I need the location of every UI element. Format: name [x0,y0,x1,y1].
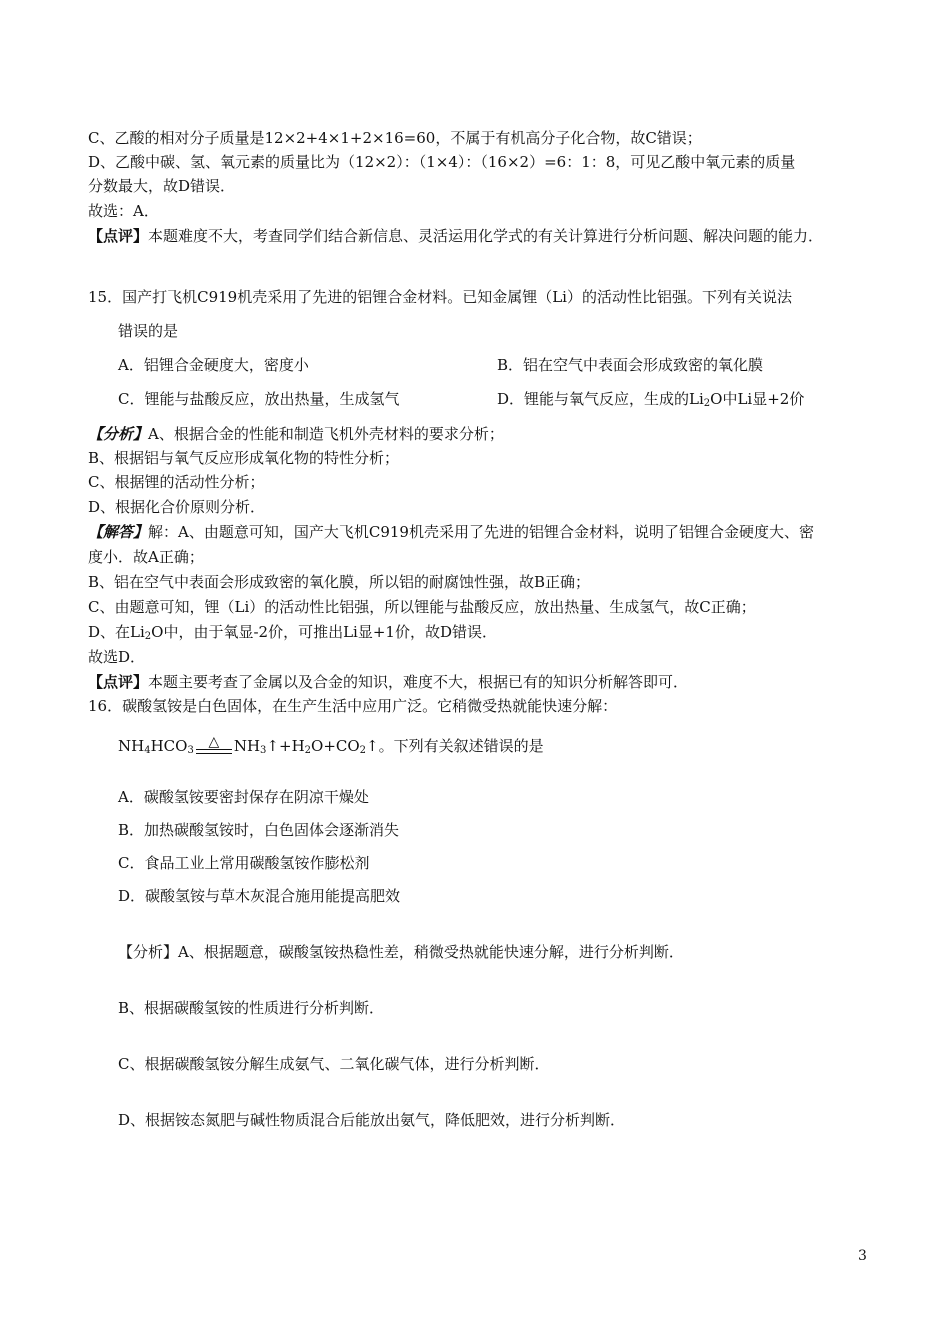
q16-option-b: B．加热碳酸氢铵时，白色固体会逐渐消失 [118,821,400,839]
analysis-tag: 【分析】 [88,425,149,443]
q16-stem-line1: 16．碳酸氢铵是白色固体，在生产生活中应用广泛。它稍微受热就能快速分解： [88,697,618,715]
q16-option-c: C．食品工业上常用碳酸氢铵作膨松剂 [118,854,370,872]
subscript: 2 [144,631,152,642]
q15-choice: 故选D． [88,648,146,666]
q16-option-a: A．碳酸氢铵要密封保存在阴凉干燥处 [118,788,369,806]
heat-triangle-icon: △ [208,734,220,750]
subscript: 3 [187,745,194,756]
eq-hco: HCO [150,737,188,755]
prev-analysis-d-line1: D、乙酸中碳、氢、氧元素的质量比为（12×2）：（1×4）：（16×2）=6：1：8，可见乙酸中氧元素的质量 [88,153,796,171]
eq-o-co: O+CO [311,737,360,755]
q15-option-b: B．铝在空气中表面会形成致密的氧化膜 [497,356,764,374]
subscript: 2 [703,398,711,409]
prev-analysis-d-line2: 分数最大，故D错误． [88,177,236,195]
review-tag: 【点评】 [88,673,149,691]
q15-analysis-d: D、根据化合价原则分析． [88,498,266,516]
q15-analysis-b: B、根据铝与氧气反应形成氧化物的特性分析； [88,449,400,467]
subscript: 3 [260,745,267,756]
subscript: 2 [304,745,312,756]
q15-answer-a-line1 [88,521,814,543]
prev-answer: 故选：A． [88,202,159,220]
eq-nh: NH [118,737,145,755]
eq-nh3: NH [233,737,261,755]
answer-d-text: D、在Li [88,623,145,641]
analysis-a-text: A、根据合金的性能和制造飞机外壳材料的要求分析； [148,425,504,443]
review-text: 本题主要考查了金属以及合金的知识，难度不大，根据已有的知识分析解答即可． [148,673,689,691]
prev-review [88,225,823,247]
q15-option-d-text: D．锂能与氧气反应，生成的Li [497,390,704,408]
answer-d-text-end: O中，由于氧显-2价，可推出Li显+1价，故D错误． [151,623,497,641]
q16-analysis-b: B、根据碳酸氢铵的性质进行分析判断． [118,999,385,1017]
answer-a-text: 解：A、由题意可知，国产大飞机C919机壳采用了先进的铝锂合金材料，说明了铝锂合金硬度大、密 [148,523,814,541]
q16-option-d: D．碳酸氢铵与草木灰混合施用能提高肥效 [118,887,401,905]
q16-analysis-d: D、根据铵态氮肥与碱性物质混合后能放出氨气，降低肥效，进行分析判断． [118,1111,626,1129]
q15-option-a: A．铝锂合金硬度大，密度小 [118,356,309,374]
q16-equation [118,735,544,757]
eq-h: +H [279,737,305,755]
q15-answer-c: C、由题意可知，锂（Li）的活动性比铝强，所以锂能与盐酸反应，放出热量、生成氢气，故C正确； [88,598,756,616]
subscript: 4 [144,745,151,756]
review-text: 本题难度不大，考查同学们结合新信息、灵活运用化学式的有关计算进行分析问题、解决问题的能力． [148,227,824,245]
equals-line [196,749,232,754]
page-number: 3 [858,1248,867,1264]
q16-analysis-a: 【分析】A、根据题意，碳酸氢铵热稳性差，稍微受热就能快速分解，进行分析判断． [118,943,684,961]
reaction-condition [196,735,232,757]
q15-review [88,671,688,693]
subscript: 2 [359,745,367,756]
q15-stem-line2: 错误的是 [118,322,179,340]
q15-answer-d [88,621,497,643]
q15-option-d-text-end: O中Li显+2价 [710,390,805,408]
q15-stem-line1: 15．国产打飞机C919机壳采用了先进的铝锂合金材料。已知金属锂（Li）的活动性比铝强。下列有关说法 [88,288,792,306]
q16-stem-tail: 。下列有关叙述错误的是 [378,737,544,755]
q16-analysis-c: C、根据碳酸氢铵分解生成氨气、二氧化碳气体，进行分析判断． [118,1055,550,1073]
q15-option-d [497,388,804,410]
q15-analysis-a [88,423,504,445]
review-tag: 【点评】 [88,227,149,245]
q15-option-c: C．锂能与盐酸反应，放出热量，生成氢气 [118,390,400,408]
gas-arrow-icon: ↑ [366,737,379,755]
q15-answer-b: B、铝在空气中表面会形成致密的氧化膜，所以铝的耐腐蚀性强，故B正确； [88,573,591,591]
prev-analysis-c: C、乙酸的相对分子质量是12×2+4×1+2×16=60，不属于有机高分子化合物，故C错误； [88,129,702,147]
q15-analysis-c: C、根据锂的活动性分析； [88,473,265,491]
gas-arrow-icon: ↑ [266,737,279,755]
q15-answer-a-line2: 度小．故A正确； [88,548,204,566]
answer-tag: 【解答】 [88,523,149,541]
